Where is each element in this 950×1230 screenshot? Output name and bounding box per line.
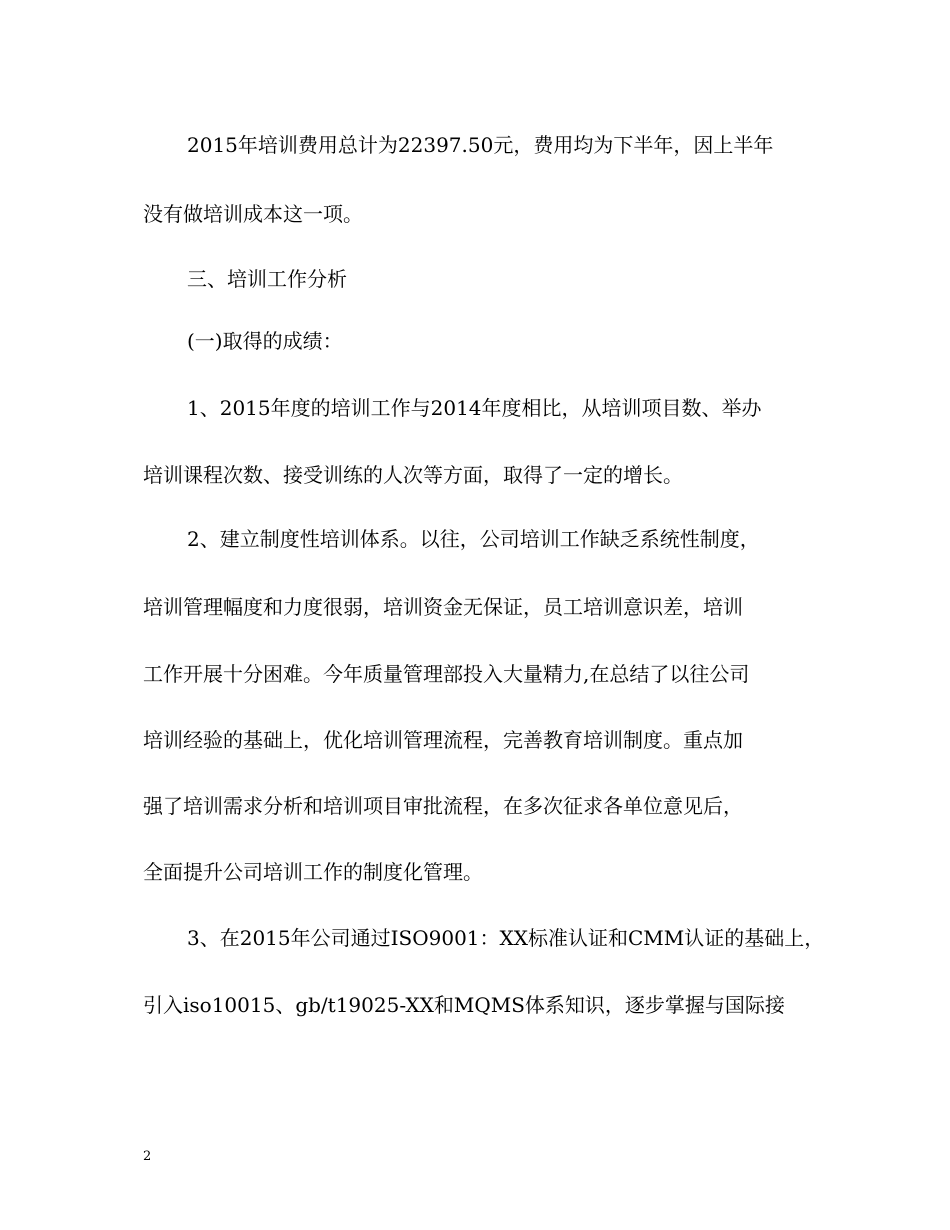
- paragraph-line: 2、建立制度性培训体系。以往，公司培训工作缺乏系统性制度，: [187, 527, 760, 551]
- paragraph-line: 强了培训需求分析和培训项目审批流程，在多次征求各单位意见后，: [143, 794, 743, 818]
- paragraph-line: 没有做培训成本这一项。: [143, 202, 363, 226]
- paragraph-line: 2015年培训费用总计为22397.50元，费用均为下半年，因上半年: [187, 133, 774, 157]
- paragraph-line: 全面提升公司培训工作的制度化管理。: [143, 860, 483, 884]
- paragraph-line: 培训管理幅度和力度很弱，培训资金无保证，员工培训意识差，培训: [143, 595, 743, 619]
- subsection-heading: (一)取得的成绩：: [187, 329, 343, 353]
- paragraph-line: 培训课程次数、接受训练的人次等方面，取得了一定的增长。: [143, 463, 683, 487]
- paragraph-line: 引入iso10015、gb/t19025-XX和MQMS体系知识，逐步掌握与国际接: [143, 993, 785, 1017]
- paragraph-line: 1、2015年度的培训工作与2014年度相比，从培训项目数、举办: [187, 396, 762, 420]
- paragraph-line: 3、在2015年公司通过ISO9001：XX标准认证和CMM认证的基础上，: [187, 926, 825, 950]
- paragraph-line: 培训经验的基础上，优化培训管理流程，完善教育培训制度。重点加: [143, 728, 743, 752]
- page-number: 2: [143, 1149, 152, 1164]
- section-heading: 三、培训工作分析: [187, 267, 347, 291]
- paragraph-line: 工作开展十分困难。今年质量管理部投入大量精力,在总结了以往公司: [143, 662, 750, 686]
